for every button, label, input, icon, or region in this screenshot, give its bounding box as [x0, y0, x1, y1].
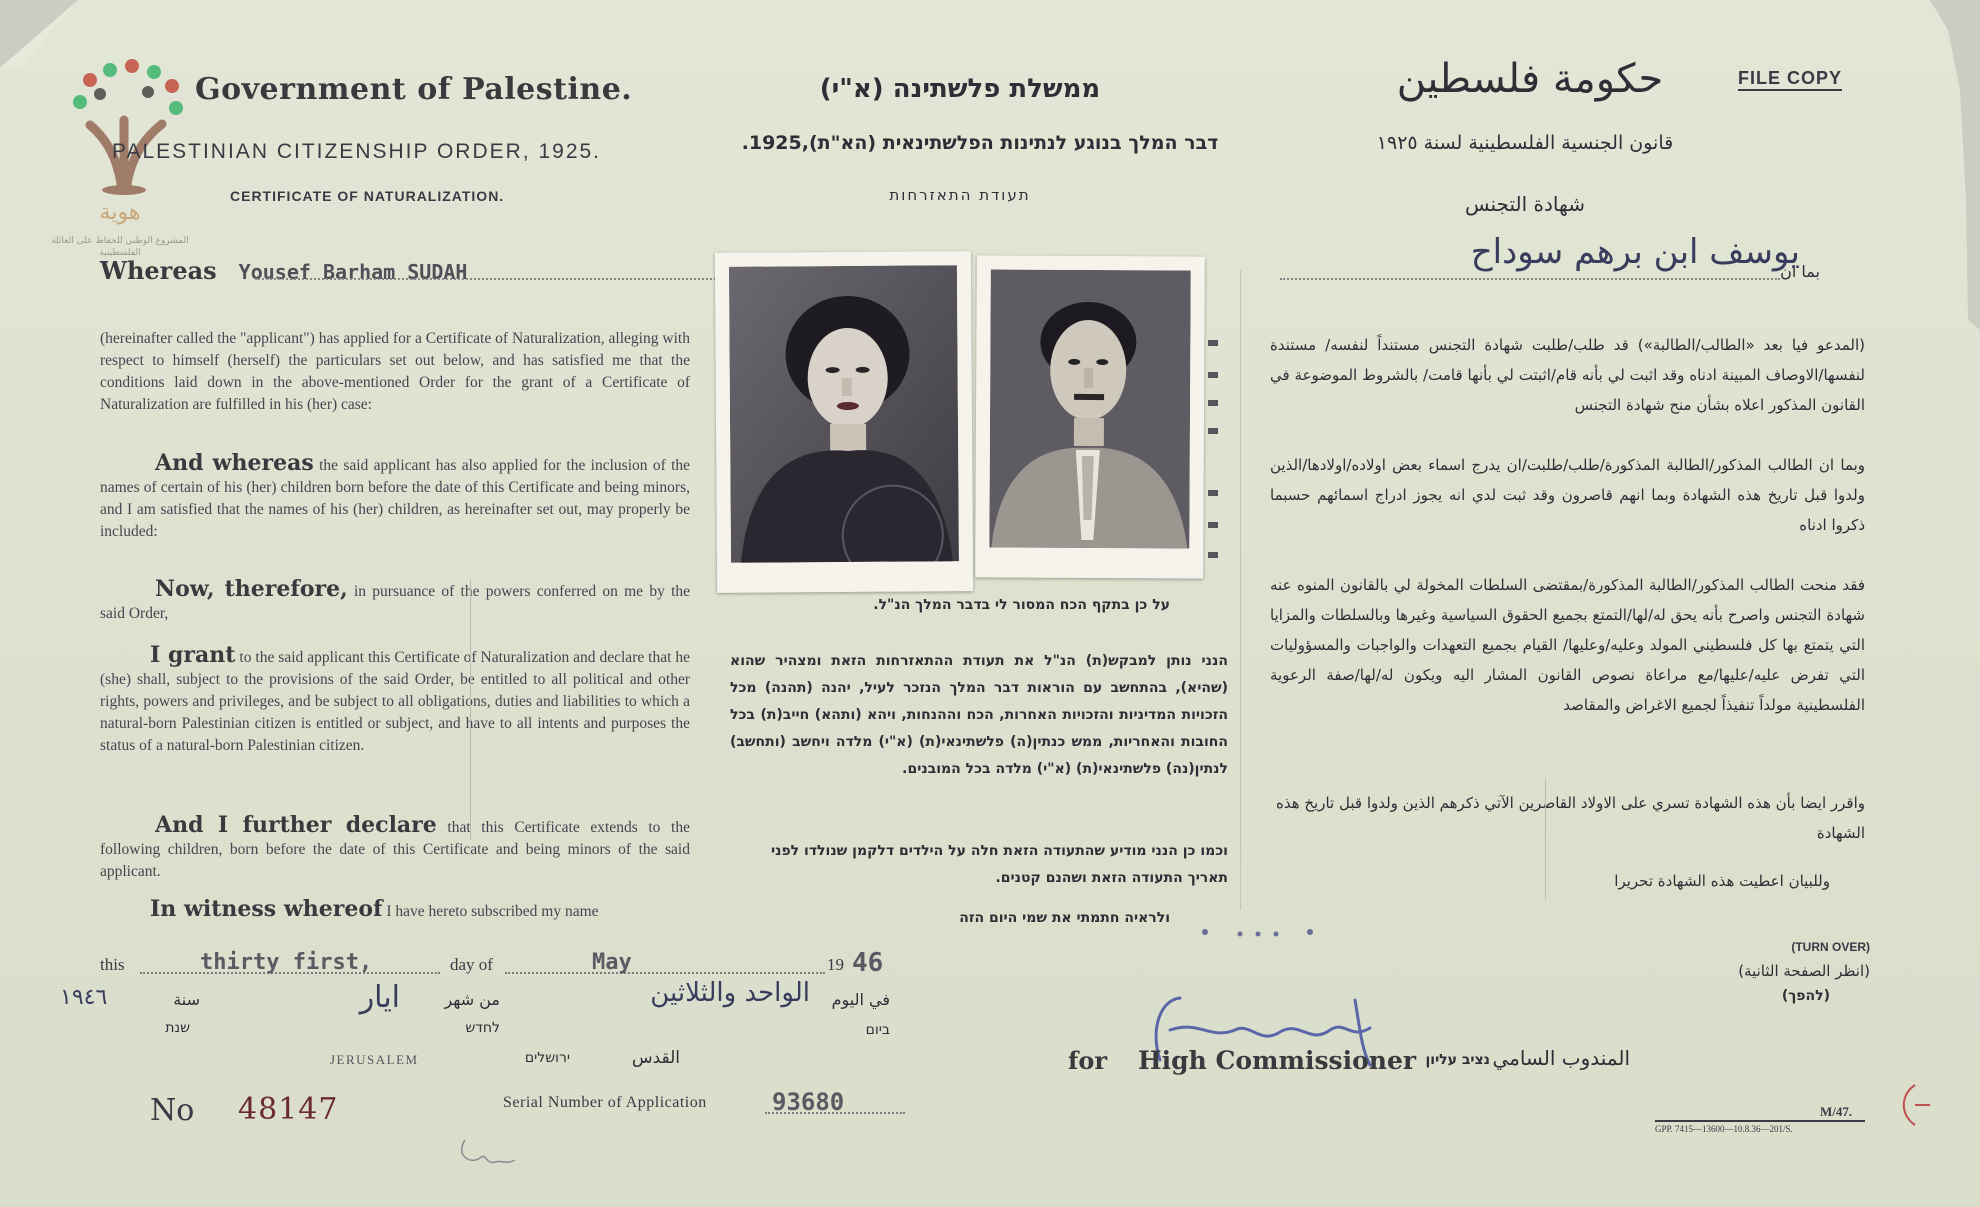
- date-month-value: May: [592, 950, 632, 975]
- government-title-ar: حكومة فلسطين: [1396, 56, 1664, 102]
- logo-caption: هوية: [99, 200, 141, 225]
- i-grant-heading: I grant: [150, 642, 236, 668]
- hebrew-line-1: על כן בתקף הכח המסור לי בדבר המלך הנ"ל.: [873, 597, 1170, 613]
- red-mark-icon: [1895, 1080, 1935, 1130]
- logo-subcaption: المشروع الوطني للحفاظ على العائلة الفلسطينية: [51, 236, 189, 258]
- column-rule-2: [1240, 270, 1241, 910]
- high-commissioner-he: נציב עליון: [1425, 1052, 1490, 1068]
- english-para-4-block: [100, 644, 690, 757]
- date-month-line: [505, 972, 825, 974]
- in-witness-heading: In witness whereof: [150, 896, 383, 922]
- date-year-prefix: 19: [827, 955, 844, 974]
- english-para-3-block: [100, 578, 690, 625]
- english-para-6: I have hereto subscribed my name: [386, 903, 599, 920]
- high-commissioner-ar: المندوب السامي: [1492, 1046, 1630, 1070]
- ar-month-label: من شهر: [444, 990, 500, 1009]
- hebrew-partial-text: [1206, 330, 1220, 570]
- and-whereas-heading: And whereas: [155, 450, 314, 476]
- arabic-para-2: وبما ان الطالب المذكور/الطالبة المذكورة/طلب/طلبت/ان يدرج اسماء بعض اولاده/اولادها/الذين ولدوا قبل تاريخ هذه الشهادة وبما انهم قاصرون وقد ثبت لدي انه يجوز ادراج اسمائهم حسبما ذكروا ادناه: [1270, 456, 1865, 534]
- english-para-4: to the said applicant this Certificate of Naturalization and declare that he (she) shall, subject to the provisions of the said Order, be entitled to all political and other rights, powers and privileges, and be subject to all obligations, duties and liabilities to which a natural-born Palestinian citizen is entitled or subject, and have to all intents and purposes the status of a natural-born Palestinian citizen.: [100, 649, 691, 754]
- turn-over-ar: (انظر الصفحة الثانية): [1738, 962, 1870, 980]
- turn-over-he: (להפך): [1781, 988, 1830, 1004]
- hebrew-witness: ולראיה חתמתי את שמי היום הזה: [959, 910, 1170, 926]
- order-title-ar: قانون الجنسية الفلسطينية لسنة ١٩٢٥: [1376, 132, 1674, 154]
- he-year-label: שנת: [165, 1020, 190, 1036]
- he-month-label: לחדש: [465, 1020, 500, 1036]
- file-copy-stamp: FILE COPY: [1738, 68, 1842, 91]
- english-para-6-block: [150, 898, 690, 923]
- date-day-value: thirty first,: [200, 950, 373, 975]
- whereas-heading: Whereas: [100, 256, 217, 285]
- form-code: M/47.: [1820, 1104, 1853, 1119]
- arabic-name-underline: [1280, 278, 1780, 280]
- city-he: ירושלים: [524, 1050, 570, 1066]
- applicant-name: Yousef Barham SUDAH: [238, 260, 468, 284]
- high-commissioner-en: High Commissioner: [1138, 1046, 1417, 1075]
- torn-edge: [1920, 0, 1980, 330]
- english-para-2-block: [100, 452, 690, 543]
- man-portrait-icon: [989, 269, 1190, 548]
- number-label: [150, 1090, 194, 1128]
- english-para-2: the said applicant has also applied for the inclusion of the names of certain of his (her) children born before the date of this Certificate and being minors, and I am satisfied that the names of his (her) children, as hereinafter set out, may properly be included:: [100, 457, 691, 540]
- english-column: [100, 256, 690, 285]
- he-day-label: ביום: [865, 1022, 890, 1038]
- hebrew-para-1: הנני נותן למבקש(ת) הנ"ל את תעודת ההתאזרחות הזאת ומצהיר שהוא (שהיא), בהתחשב עם הוראות דבר המלך הנזכר לעיל, יהנה (תהנה) מכל הזכויות המדיניות והזכויות האחרות, הכח וההנחות, ויהא (ותהא) חייב(ת) בכל החובות והאחריות, ממש כנתין(ה) פלשתינאי(ת) (א"י) מלדה ויחשב (ותחשב) לנתין(נה) פלשתינאי(ת) (א"י) מלדה בכל המובנים.: [730, 653, 1228, 777]
- arabic-para-4: واقرر ايضا بأن هذه الشهادة تسري على الاولاد القاصرين الآتي ذكرهم الذين ولدوا قبل تاريخ هذه الشهادة: [1275, 794, 1865, 842]
- ar-year-label: سنة: [173, 990, 200, 1009]
- column-rule-3: [1545, 780, 1546, 900]
- serial-label: Serial Number of Application: [503, 1094, 707, 1111]
- ar-month-value: ايار: [359, 980, 400, 1015]
- certificate-title-he: תעודת התאזרחות: [889, 186, 1031, 204]
- ar-day-label: في اليوم: [831, 990, 890, 1009]
- photo-woman: [715, 251, 973, 593]
- date-year-value: 46: [852, 948, 884, 978]
- serial-number: 93680: [772, 1088, 845, 1116]
- hebrew-para-2: וכמו כן הנני מודיע שהתעודה הזאת חלה על הילדים דלקמן שנולדו לפני תאריך התעודה הזאת ושהנם קטנים.: [771, 843, 1228, 886]
- tree-people-icon: [60, 50, 190, 200]
- footer-rule: [1655, 1120, 1865, 1122]
- certificate-number: 48147: [238, 1092, 339, 1127]
- arabic-para-5: وللبيان اعطيت هذه الشهادة تحريرا: [1614, 872, 1830, 890]
- order-title-he: דבר המלך בנוגע לנתינות הפלשתינאית (הא"ת),1925.: [741, 132, 1219, 154]
- turn-over-en: (TURN OVER): [1791, 940, 1870, 954]
- arabic-para-3: فقد منحت الطالب المذكور/الطالبة المذكورة/بمقتضى السلطات المخولة لي بالقانون المنوه عنه شهادة التجنس واصرح بأنه يحق له/لها/التمتع بجميع الحقوق السياسية وغيرها وبالسلطات والمزايا التي يتمتع بها كل فلسطيني المولد وعليه/وعليها/ القيام بجميع التعهدات والواجبات والمسؤوليات التي تفرض عليه/عليها/مع مراعاة نصوص القانون المشار اليه ويكون له/لها/صفة الرعوية الفلسطينية مولداً تنفيذاً لجميع الاغراض والمقاصد: [1270, 576, 1865, 714]
- ar-year-value: ١٩٤٦: [60, 985, 108, 1010]
- column-rule: [470, 580, 471, 840]
- no-label: No: [150, 1093, 195, 1128]
- ar-day-value: الواحد والثلاثين: [650, 978, 810, 1008]
- government-title-en: Government of Palestine.: [195, 72, 633, 107]
- certificate-title-en: CERTIFICATE OF NATURALIZATION.: [230, 188, 505, 204]
- photo-man: [975, 255, 1205, 578]
- printer-code: GPP. 7415—13600—10.8.36—201/S.: [1655, 1124, 1793, 1134]
- now-therefore-heading: Now, therefore,: [155, 576, 348, 602]
- english-para-1: (hereinafter called the "applicant") has applied for a Certificate of Naturalization, alleging with respect to himself (herself) the particulars set out below, and has satisfied me that the conditions laid down in the above-mentioned Order for the grant of a Certificate of Naturalization are fulfilled in his (her) case:: [100, 330, 690, 413]
- sig-for: for: [1068, 1046, 1107, 1075]
- arabic-para-1: (المدعو فيا بعد «الطالب/الطالبة») قد طلب/طلبت شهادة التجنس مستنداً لنفسه/ مستندة لنفسها/الاوصاف المبينة ادناه وقد اثبت لي بأنه قام/اثبتت لي بأنها قامت/ بالشروط الموضوعة في القانون المذكور اعلاه بشأن منح شهادة التجنس: [1270, 336, 1865, 414]
- certificate-title-ar: شهادة التجنس: [1465, 192, 1585, 216]
- english-para-5: that this Certificate extends to the following children, born before the date of this Certificate and being minors of the said applicant.: [100, 819, 690, 880]
- further-declare-heading: And I further declare: [155, 812, 437, 838]
- stamp-marks: [1200, 922, 1340, 942]
- english-para-3: in pursuance of the powers conferred on me by the said Order,: [100, 583, 690, 622]
- arabic-bima-an: بما ان: [1780, 262, 1820, 281]
- order-title-en: PALESTINIAN CITIZENSHIP ORDER, 1925.: [112, 140, 602, 163]
- city-ar: القدس: [631, 1048, 680, 1068]
- woman-portrait-icon: [729, 265, 959, 563]
- date-this: this: [100, 955, 125, 974]
- city-en: JERUSALEM: [330, 1052, 419, 1067]
- date-day-of: day of: [450, 955, 493, 974]
- english-para-5-block: [100, 814, 690, 883]
- pencil-mark-icon: [455, 1130, 525, 1170]
- government-title-he: ממשלת פלשתינה (א"י): [819, 74, 1101, 104]
- arabic-applicant-name: يوسف ابن برهم سوداح: [1470, 232, 1800, 272]
